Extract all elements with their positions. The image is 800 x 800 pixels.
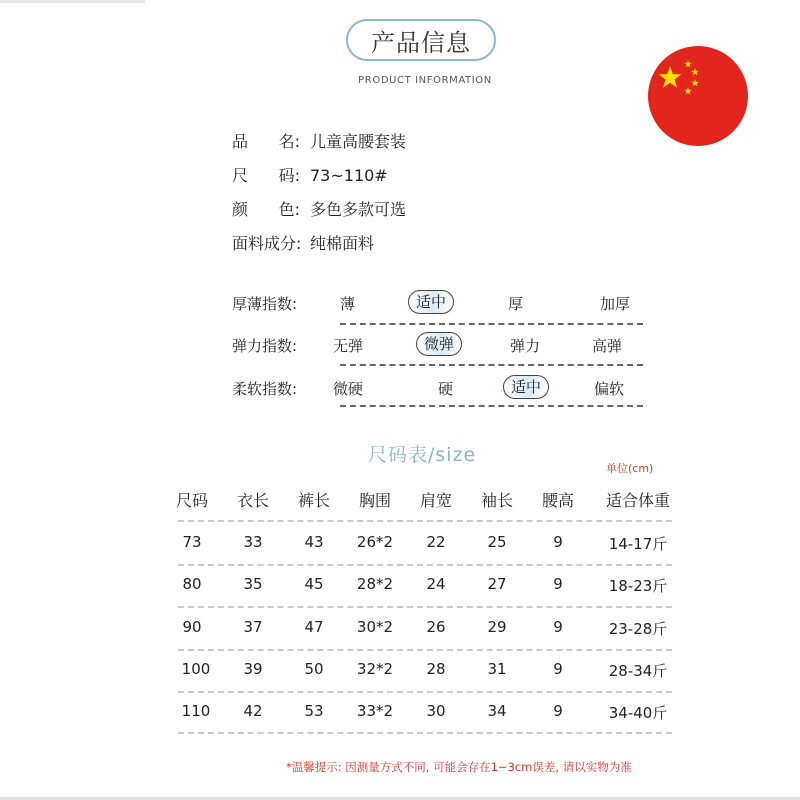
thickness-index-row <box>232 289 644 319</box>
table-cell: 23-28斤 <box>608 620 668 638</box>
table-cell: 29 <box>487 618 507 636</box>
page-title: 产品信息 <box>346 19 496 61</box>
table-cell: 26*2 <box>356 533 394 551</box>
index-label: 弹力指数: <box>232 337 298 355</box>
table-cell: 80 <box>182 575 202 593</box>
dashed-divider <box>340 405 643 407</box>
info-fabric <box>232 231 374 254</box>
table-cell: 47 <box>304 618 324 636</box>
china-flag-icon <box>648 46 748 146</box>
table-cell: 31 <box>487 660 507 678</box>
table-cell: 73 <box>182 533 202 551</box>
index-label: 厚薄指数: <box>232 295 298 313</box>
table-cell: 34-40斤 <box>608 704 668 722</box>
table-cell: 33 <box>243 533 263 551</box>
table-cell: 14-17斤 <box>608 535 668 553</box>
table-cell: 35 <box>243 575 263 593</box>
table-cell: 39 <box>243 660 263 678</box>
softness-index-row <box>232 374 644 404</box>
page-subtitle: PRODUCT INFORMATION <box>358 75 492 86</box>
info-value: 儿童高腰套装 <box>310 132 407 151</box>
table-cell: 34 <box>487 702 507 720</box>
elasticity-index-row <box>232 331 644 361</box>
dashed-divider <box>178 732 672 734</box>
table-cell: 9 <box>553 618 563 636</box>
table-cell: 28 <box>426 660 446 678</box>
index-option-selected: 微弹 <box>416 332 462 356</box>
table-cell: 42 <box>243 702 263 720</box>
table-cell: 9 <box>553 702 563 720</box>
info-label: 颜 色: <box>232 200 300 219</box>
dashed-divider <box>178 564 672 566</box>
table-cell: 33*2 <box>356 702 394 720</box>
index-label: 柔软指数: <box>232 380 298 398</box>
table-cell: 43 <box>304 533 324 551</box>
measurement-note: *温馨提示: 因测量方式不同, 可能会存在1~3cm误差, 请以实物为准 <box>286 760 632 774</box>
small-star-icon <box>684 60 692 67</box>
table-cell: 9 <box>553 575 563 593</box>
index-option: 高弹 <box>592 337 623 355</box>
index-option: 厚 <box>508 295 524 313</box>
table-cell: 24 <box>426 575 446 593</box>
info-color <box>232 197 406 220</box>
info-value: 多色多款可选 <box>310 200 407 219</box>
column-header: 裤长 <box>297 491 331 510</box>
dashed-divider <box>178 520 672 522</box>
unit-label: 单位(cm) <box>606 462 654 475</box>
info-size <box>232 163 388 186</box>
dashed-divider <box>178 649 672 651</box>
info-label: 品 名: <box>232 132 300 151</box>
table-cell: 22 <box>426 533 446 551</box>
table-cell: 28*2 <box>356 575 394 593</box>
dashed-divider <box>178 691 672 693</box>
info-value: 73~110# <box>310 166 388 185</box>
size-chart-title: 尺码表/size <box>368 444 477 466</box>
dashed-divider <box>340 323 643 325</box>
index-option: 弹力 <box>510 337 541 355</box>
table-cell: 18-23斤 <box>608 577 668 595</box>
table-cell: 27 <box>487 575 507 593</box>
table-cell: 30 <box>426 702 446 720</box>
column-header: 腰高 <box>541 491 575 510</box>
index-option-selected: 适中 <box>503 375 549 399</box>
table-cell: 30*2 <box>356 618 394 636</box>
table-cell: 100 <box>181 660 211 678</box>
table-cell: 32*2 <box>356 660 394 678</box>
table-cell: 25 <box>487 533 507 551</box>
column-header: 尺码 <box>175 491 209 510</box>
info-label: 尺 码: <box>232 166 300 185</box>
top-divider <box>0 0 145 3</box>
table-cell: 28-34斤 <box>608 662 668 680</box>
info-product-name <box>232 129 406 152</box>
index-option: 微硬 <box>333 380 364 398</box>
index-option: 薄 <box>340 295 356 313</box>
column-header: 适合体重 <box>605 491 671 510</box>
dashed-divider <box>340 364 643 366</box>
index-option: 无弹 <box>333 337 364 355</box>
column-header: 袖长 <box>480 491 514 510</box>
info-value: 纯棉面料 <box>310 234 375 253</box>
column-header: 衣长 <box>236 491 270 510</box>
large-star-icon <box>659 66 682 88</box>
table-cell: 110 <box>181 702 211 720</box>
table-cell: 26 <box>426 618 446 636</box>
index-option: 硬 <box>438 380 454 398</box>
table-cell: 9 <box>553 660 563 678</box>
info-label: 面料成分: <box>232 234 302 253</box>
index-option-selected: 适中 <box>408 290 454 314</box>
table-cell: 45 <box>304 575 324 593</box>
table-cell: 53 <box>304 702 324 720</box>
dashed-divider <box>178 606 672 608</box>
column-header: 胸围 <box>358 491 392 510</box>
small-star-icon <box>691 79 699 86</box>
table-cell: 50 <box>304 660 324 678</box>
table-cell: 37 <box>243 618 263 636</box>
small-star-icon <box>691 68 699 75</box>
table-cell: 9 <box>553 533 563 551</box>
table-cell: 90 <box>182 618 202 636</box>
column-header: 肩宽 <box>419 491 453 510</box>
small-star-icon <box>684 87 692 94</box>
index-option: 加厚 <box>600 295 631 313</box>
index-option: 偏软 <box>594 380 625 398</box>
